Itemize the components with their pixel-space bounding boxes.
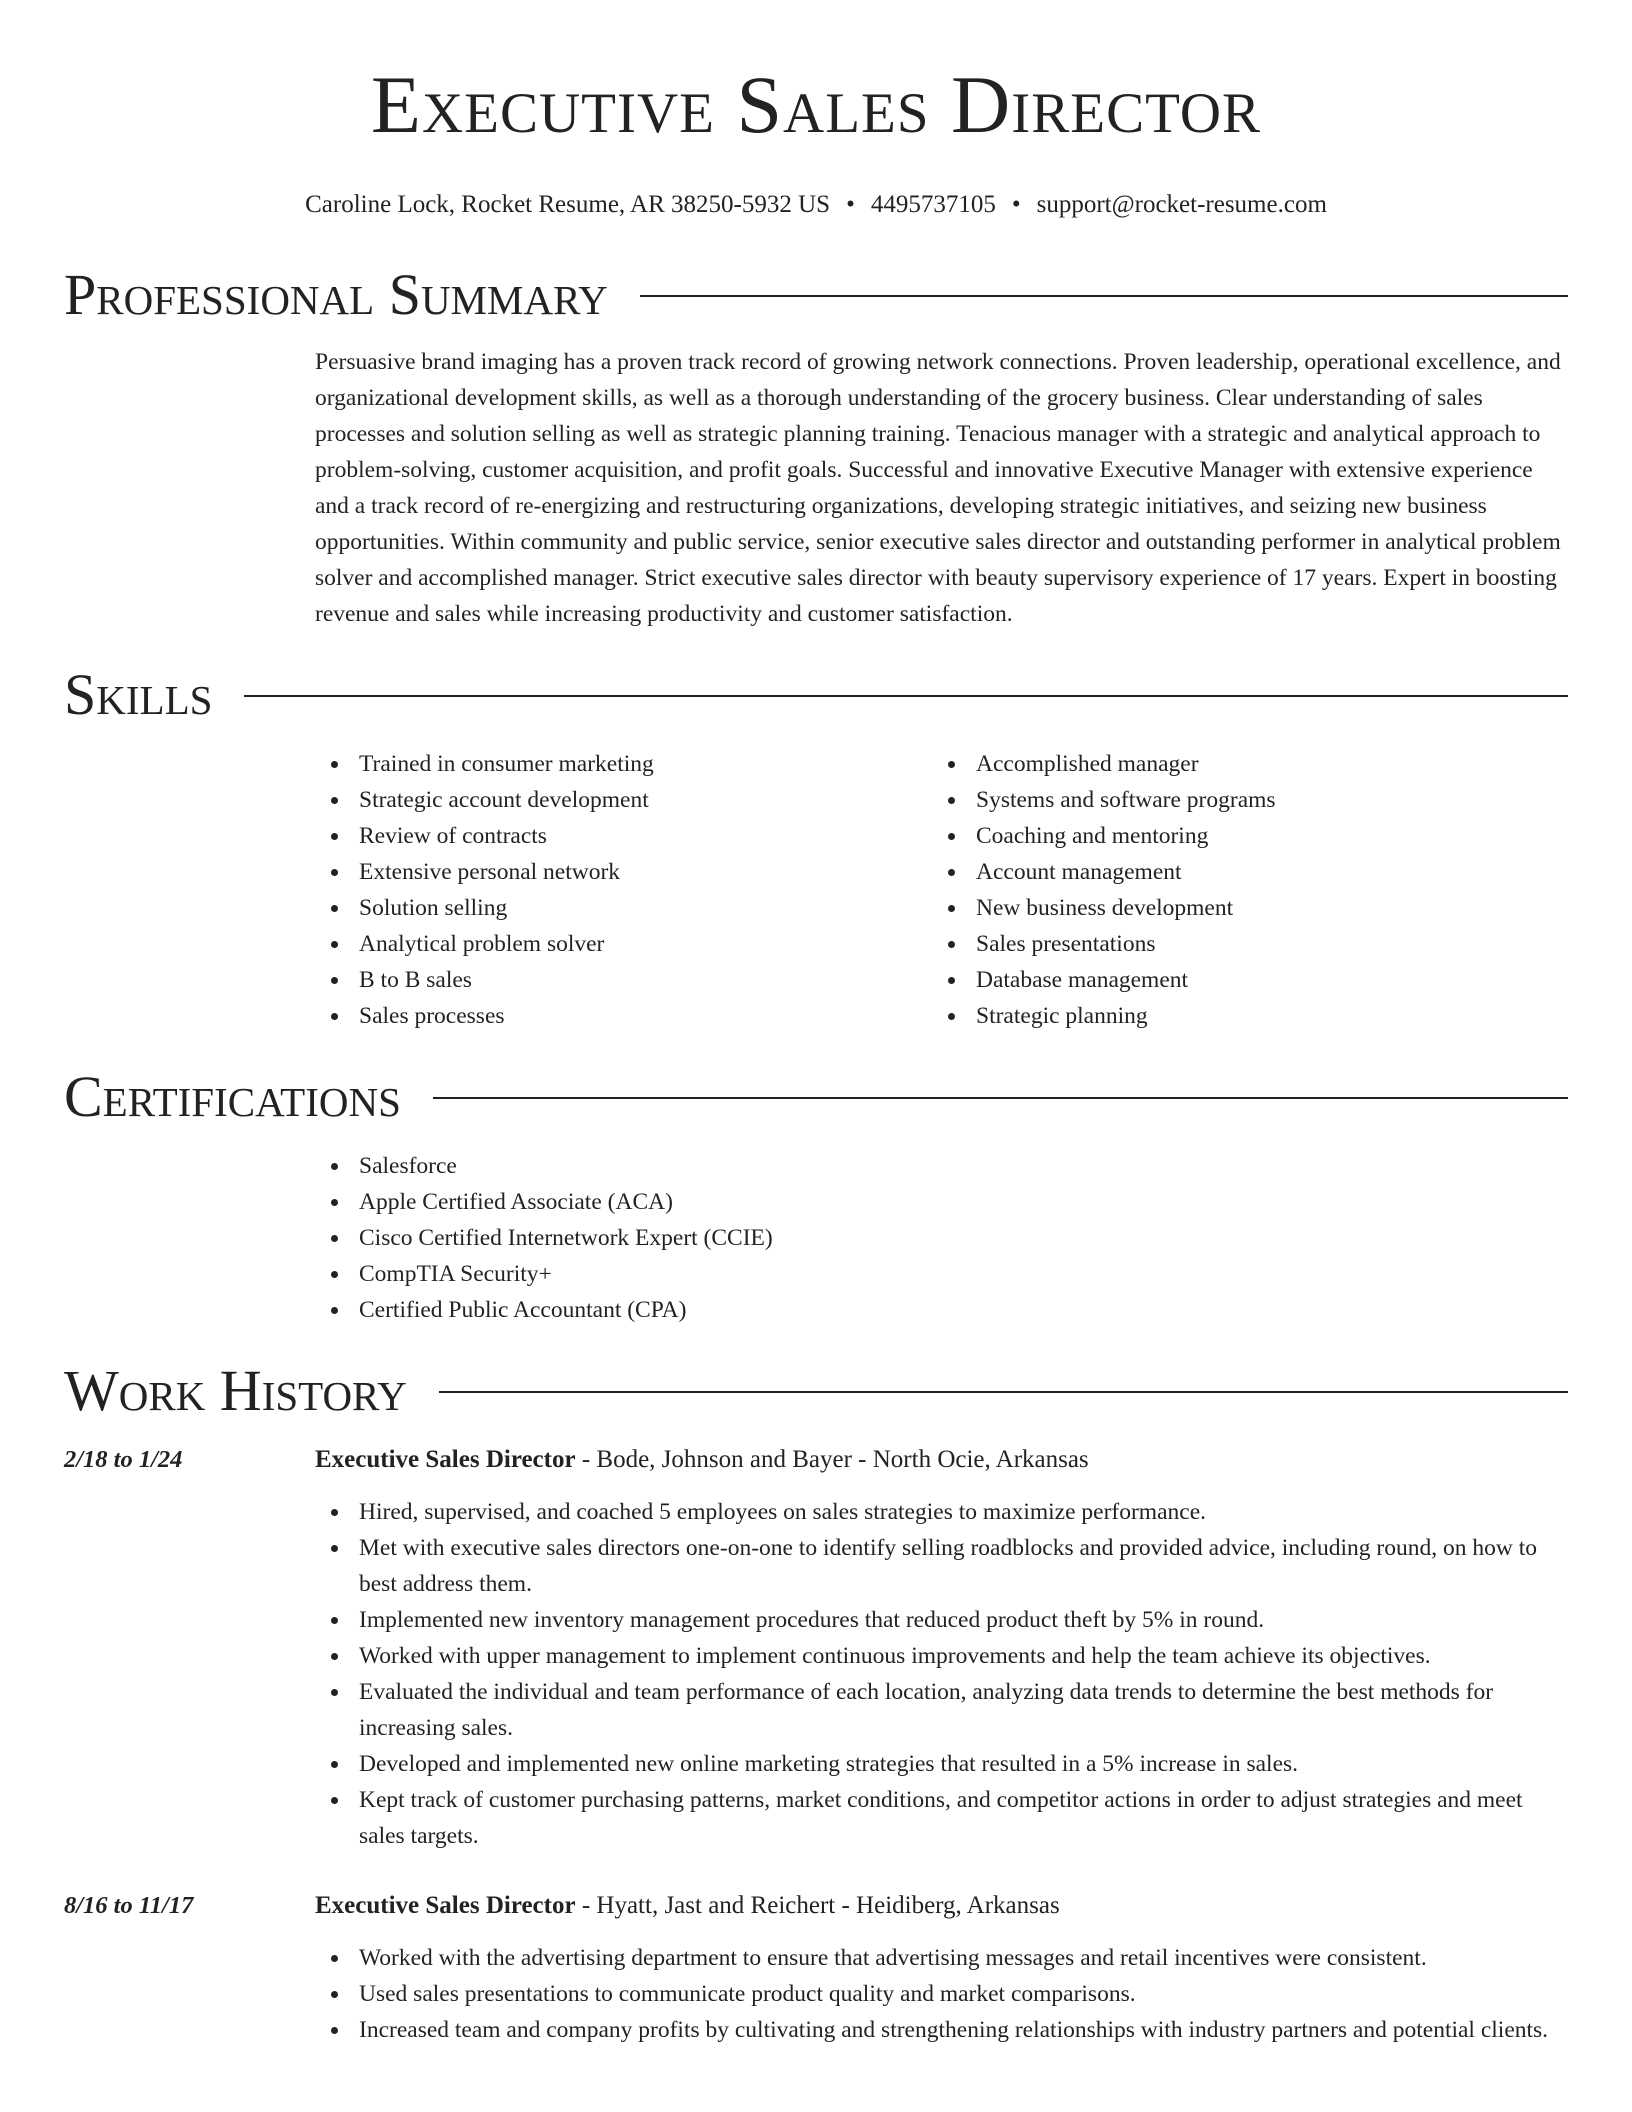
- skill-item: Solution selling: [315, 890, 932, 926]
- skill-item: Database management: [932, 962, 1549, 998]
- certifications-section-header: [64, 1064, 1568, 1130]
- skill-item: Account management: [932, 854, 1549, 890]
- section-divider: [433, 1097, 1568, 1099]
- skill-item: Accomplished manager: [932, 746, 1549, 782]
- job-bullet: Evaluated the individual and team performance of each location, analyzing data trends to determine the best methods for increasing sales.: [315, 1674, 1568, 1746]
- contact-line: [64, 190, 1568, 220]
- job-heading: [315, 1442, 1568, 1478]
- job-bullets: [315, 1940, 1568, 2048]
- certification-item: Apple Certified Associate (ACA): [315, 1184, 1568, 1220]
- job-heading: [315, 1888, 1568, 1924]
- job-content: [315, 1442, 1568, 1854]
- summary-text: Persuasive brand imaging has a proven track record of growing network connections. Proven leadership, operational excellence, and organizational development skills, as well as a thorough understanding of the grocery business. Clear understanding of sales processes and solution selling as well as strategic planning training. Tenacious manager with a strategic and analytical approach to problem-solving, customer acquisition, and profit goals. Successful and innovative Executive Manager with extensive experience and a track record of re-energizing and restructuring organizations, developing strategic initiatives, and seizing new business opportunities. Within community and public service, senior executive sales director and outstanding performer in analytical problem solver and accomplished manager. Strict executive sales director with beauty supervisory experience of 17 years. Expert in boosting revenue and sales while increasing productivity and customer satisfaction.: [315, 349, 1561, 627]
- skill-item: Strategic account development: [315, 782, 932, 818]
- contact-phone: 4495737105: [870, 191, 996, 218]
- job-bullet: Kept track of customer purchasing patterns, market conditions, and competitor actions in order to adjust strategies and meet sales targets.: [315, 1782, 1568, 1854]
- skills-heading: Skills: [64, 662, 213, 727]
- certification-item: Salesforce: [315, 1148, 1568, 1184]
- skill-item: Review of contracts: [315, 818, 932, 854]
- certifications-list: [315, 1148, 1568, 1328]
- contact-separator: •: [1011, 191, 1021, 218]
- skills-section-header: [64, 662, 1568, 728]
- job-role: Executive Sales Director: [315, 1446, 576, 1473]
- contact-email: support@rocket-resume.com: [1036, 191, 1327, 218]
- skill-item: New business development: [932, 890, 1549, 926]
- skill-item: Sales presentations: [932, 926, 1549, 962]
- certifications-heading: Certifications: [64, 1064, 401, 1129]
- summary-section-header: [64, 262, 1568, 328]
- job-dates: 8/16 to 11/17: [64, 1892, 194, 1919]
- job-bullet: Used sales presentations to communicate product quality and market comparisons.: [315, 1976, 1568, 2012]
- job-details: - Hyatt, Jast and Reichert - Heidiberg, Arkansas: [575, 1892, 1060, 1919]
- skills-list-right: [932, 746, 1549, 1034]
- skill-item: Strategic planning: [932, 998, 1549, 1034]
- resume-page: [64, 0, 1568, 2048]
- job-bullet: Worked with upper management to implement continuous improvements and help the team achieve its objectives.: [315, 1638, 1568, 1674]
- summary-heading: Professional Summary: [64, 262, 608, 327]
- section-divider: [244, 695, 1568, 697]
- skill-item: Analytical problem solver: [315, 926, 932, 962]
- contact-address: Caroline Lock, Rocket Resume, AR 38250-5932 US: [305, 191, 831, 218]
- job-content: [315, 1888, 1568, 2048]
- work-history-heading: Work History: [64, 1358, 407, 1423]
- skill-item: Systems and software programs: [932, 782, 1549, 818]
- certifications-block: [315, 1148, 1568, 1328]
- job-bullet: Met with executive sales directors one-on-one to identify selling roadblocks and provided advice, including round, on how to best address them.: [315, 1530, 1568, 1602]
- skills-list-left: [315, 746, 932, 1034]
- job-bullets: [315, 1494, 1568, 1854]
- job-entry: [64, 1888, 1568, 2048]
- job-bullet: Developed and implemented new online marketing strategies that resulted in a 5% increase in sales.: [315, 1746, 1568, 1782]
- job-dates: 2/18 to 1/24: [64, 1446, 183, 1473]
- resume-title: Executive Sales Director: [370, 59, 1262, 150]
- contact-separator: •: [846, 191, 855, 218]
- job-details: - Bode, Johnson and Bayer - North Ocie, Arkansas: [575, 1446, 1089, 1473]
- job-bullet: Hired, supervised, and coached 5 employees on sales strategies to maximize performance.: [315, 1494, 1568, 1530]
- work-history-section-header: [64, 1358, 1568, 1424]
- skill-item: Sales processes: [315, 998, 932, 1034]
- skills-grid: [315, 746, 1568, 1034]
- certification-item: CompTIA Security+: [315, 1256, 1568, 1292]
- certification-item: Certified Public Accountant (CPA): [315, 1292, 1568, 1328]
- section-divider: [640, 295, 1568, 297]
- skill-item: Extensive personal network: [315, 854, 932, 890]
- skill-item: B to B sales: [315, 962, 932, 998]
- skill-item: Coaching and mentoring: [932, 818, 1549, 854]
- job-entry: [64, 1442, 1568, 1854]
- job-bullet: Implemented new inventory management procedures that reduced product theft by 5% in round.: [315, 1602, 1568, 1638]
- certification-item: Cisco Certified Internetwork Expert (CCIE): [315, 1220, 1568, 1256]
- job-role: Executive Sales Director: [315, 1892, 576, 1919]
- job-bullet: Worked with the advertising department to ensure that advertising messages and retail incentives were consistent.: [315, 1940, 1568, 1976]
- section-divider: [439, 1391, 1568, 1393]
- job-bullet: Increased team and company profits by cultivating and strengthening relationships with industry partners and potential clients.: [315, 2012, 1568, 2048]
- skill-item: Trained in consumer marketing: [315, 746, 932, 782]
